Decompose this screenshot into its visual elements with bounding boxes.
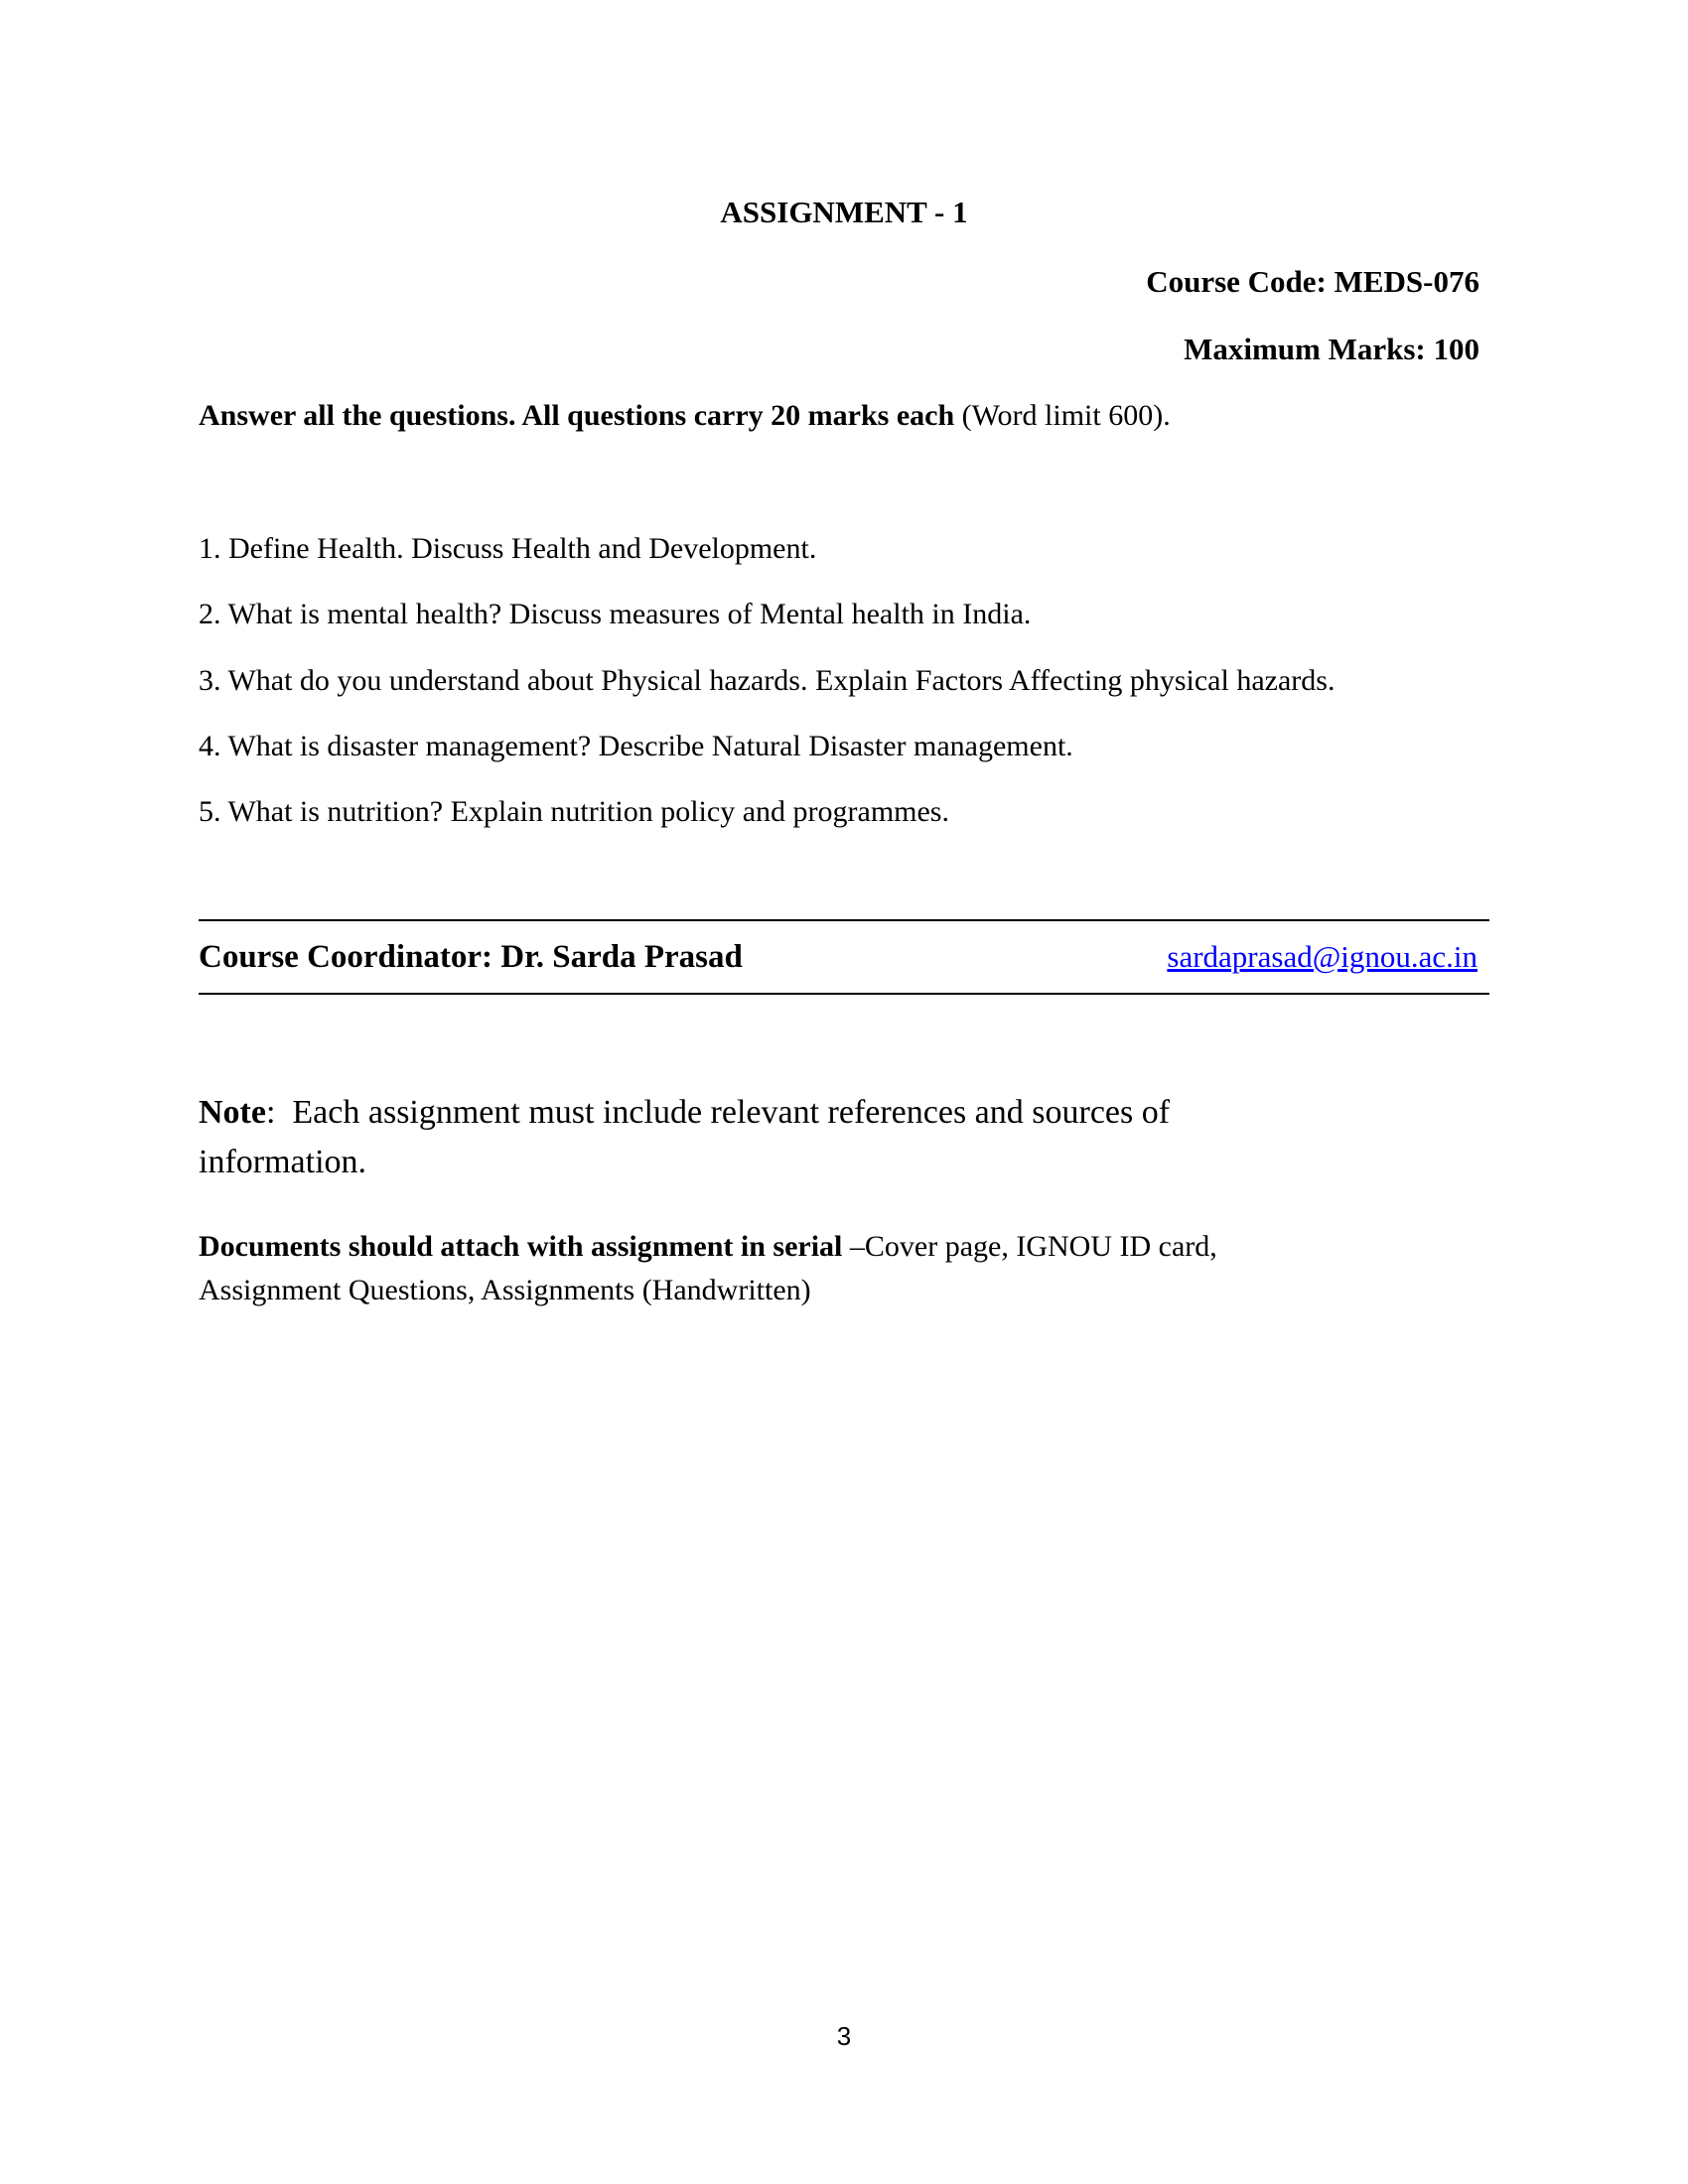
question-2: 2. What is mental health? Discuss measures of Mental health in India. [199,598,1032,630]
note-text-line2: information. [199,1144,367,1180]
maximum-marks: Maximum Marks: 100 [1184,332,1479,366]
page-number: 3 [836,2021,852,2051]
documents-text-line2: Assignment Questions, Assignments (Handwritten) [199,1274,811,1306]
assignment-title: ASSIGNMENT - 1 [720,195,968,229]
coordinator-row [199,919,1489,995]
course-code: Course Code: MEDS-076 [1146,264,1479,299]
instruction-regular-text: (Word limit 600). [954,399,1171,432]
question-5: 5. What is nutrition? Explain nutrition policy and programmes. [199,795,949,828]
coordinator-name: Course Coordinator: Dr. Sarda Prasad [199,938,743,975]
note-label: Note [199,1094,266,1131]
documents-paragraph [199,1225,1489,1312]
documents-bold-text: Documents should attach with assignment in serial [199,1230,850,1263]
note-text-line1: : Each assignment must include relevant references and sources of [265,1094,1171,1131]
question-1: 1. Define Health. Discuss Health and Development. [199,532,817,565]
question-4: 4. What is disaster management? Describe Natural Disaster management. [199,730,1073,762]
coordinator-email-link[interactable]: sardaprasad@ignou.ac.in [1167,939,1477,974]
note-paragraph [199,1088,1489,1187]
documents-regular-text: –Cover page, IGNOU ID card, [849,1230,1217,1263]
instruction-line [199,399,1489,433]
question-3: 3. What do you understand about Physical hazards. Explain Factors Affecting physical hazards. [199,664,1336,697]
instruction-bold-text: Answer all the questions. All questions carry 20 marks each [199,399,955,432]
